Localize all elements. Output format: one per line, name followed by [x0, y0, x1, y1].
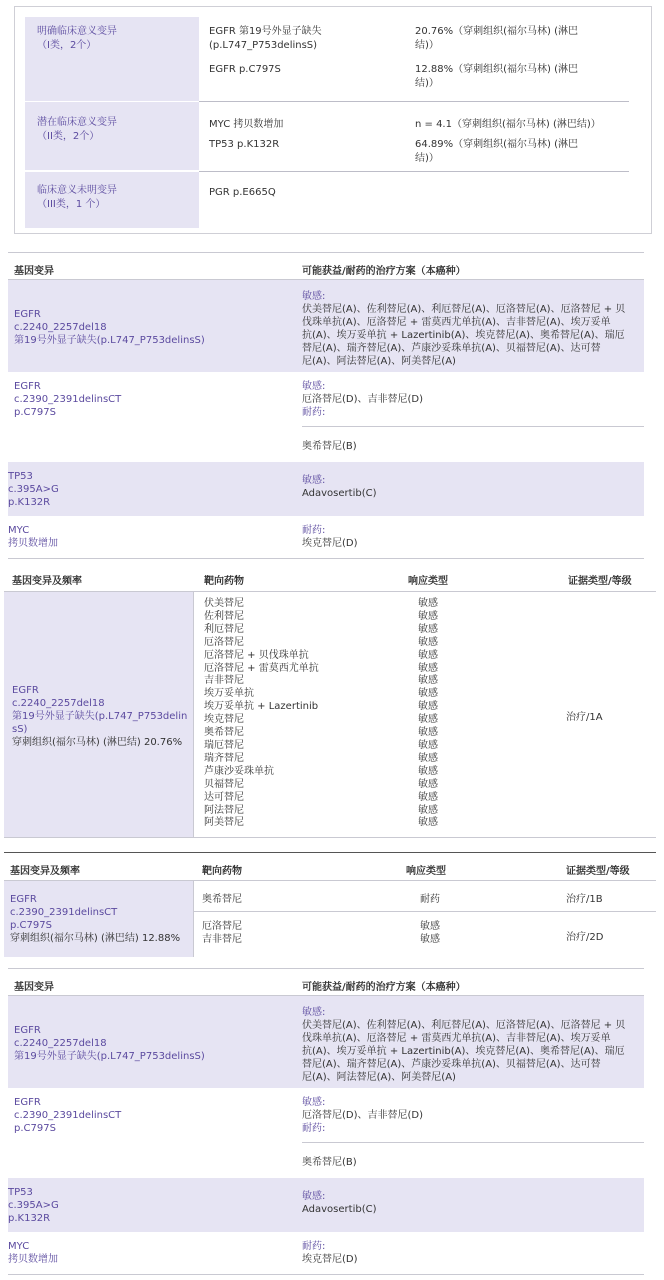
- header-gene: 基因变异: [14, 266, 54, 277]
- gene-protein: p.K132R: [8, 497, 51, 508]
- therapy-list: [302, 1096, 636, 1135]
- gene-protein: p.C797S: [10, 920, 52, 931]
- evidence-level: 治疗/1A: [566, 712, 603, 723]
- response-type: 敏感: [418, 610, 438, 622]
- response-label: 敏感:: [302, 1097, 326, 1108]
- gene-name: EGFR: [14, 381, 41, 392]
- summary-category-2: [25, 102, 645, 170]
- therapy-line: 尼(A)、阿法替尼(A)、阿美替尼(A): [302, 356, 456, 367]
- table-header: [8, 252, 644, 280]
- gene-cell: [4, 881, 194, 957]
- gene-name: EGFR: [14, 1097, 41, 1108]
- response-label: 敏感:: [302, 475, 326, 486]
- therapy-line: 厄洛替尼(D)、吉非替尼(D): [302, 394, 424, 405]
- drug-name: 贝福替尼: [204, 778, 244, 790]
- therapy-list: [302, 1006, 636, 1084]
- entry-gene: EGFR 第19号外显子缺失: [209, 26, 322, 37]
- therapy-line: 伐珠单抗(A)、厄洛替尼 + 雷莫西尤单抗(A)、吉非替尼(A)、埃万妥单: [302, 1033, 611, 1044]
- drug-name: 利厄替尼: [204, 623, 244, 635]
- gene-variant: [8, 524, 58, 550]
- response-type: 敏感: [418, 817, 438, 829]
- header-gene: 基因变异: [14, 982, 54, 993]
- table-header: [4, 562, 656, 592]
- entry-gene: EGFR p.C797S: [209, 64, 281, 75]
- drug-name: 佐利替尼: [204, 610, 244, 622]
- gene-cdna: c.2390_2391delinsCT: [10, 907, 118, 918]
- response-label: 耐药:: [302, 1241, 326, 1252]
- category-count: （III类，1 个）: [37, 199, 106, 210]
- drug-name: 厄洛替尼 + 雷莫西尤单抗: [204, 662, 319, 674]
- therapy-line: 替尼(A)、瑞齐替尼(A)、芦康沙妥珠单抗(A)、贝福替尼(A)、达可替: [302, 343, 601, 354]
- gene-name: EGFR: [14, 309, 41, 320]
- therapy-line: Adavosertib(C): [302, 488, 377, 499]
- response-type: 敏感: [420, 921, 440, 932]
- drug-name: 吉非替尼: [202, 933, 242, 945]
- gene-protein: 第19号外显子缺失(p.L747_P753delin: [12, 711, 188, 722]
- drug-name: 奥希替尼: [202, 894, 242, 905]
- divider: [4, 837, 656, 838]
- divider: [194, 911, 656, 912]
- header-gene-frequency: 基因变异及频率: [12, 576, 82, 587]
- drug-name: 厄洛替尼: [202, 921, 242, 932]
- gene-protein-cont: sS): [12, 724, 28, 735]
- response-type: 敏感: [418, 701, 438, 713]
- response-type: 敏感: [418, 649, 438, 661]
- response-label: 敏感:: [302, 381, 326, 392]
- response-label: 耐药:: [302, 525, 326, 536]
- gene-cdna: c.2240_2257del18: [12, 698, 105, 709]
- entry-frequency: 64.89%（穿刺组织(福尔马林) (淋巴: [415, 139, 579, 150]
- entry-gene-detail: (p.L747_P753delinsS): [209, 40, 318, 51]
- gene-variant: [14, 380, 121, 419]
- entry-frequency: 12.88%（穿刺组织(福尔马林) (淋巴: [415, 64, 579, 75]
- gene-variant: [8, 470, 59, 509]
- drug-name: 奥希替尼: [204, 727, 244, 739]
- table-header: [4, 853, 656, 881]
- entry-gene: PGR p.E665Q: [209, 187, 276, 198]
- drug-name: 芦康沙妥珠单抗: [204, 765, 274, 777]
- gene-cnv: 拷贝数增加: [8, 1254, 58, 1265]
- gene-name: EGFR: [10, 894, 37, 905]
- therapy-line: 抗(A)、埃万妥单抗 + Lazertinib(A)、埃克替尼(A)、奥希替尼(A)、瑞厄: [302, 1046, 625, 1057]
- header-therapy: 可能获益/耐药的治疗方案（: [302, 266, 426, 277]
- drug-name: 埃万妥单抗: [204, 688, 254, 700]
- drug-table-2: [4, 852, 656, 957]
- gene-name: EGFR: [12, 685, 39, 696]
- response-type: 敏感: [418, 598, 438, 609]
- sample-frequency: 穿刺组织(福尔马林) (淋巴结) 12.88%: [10, 933, 181, 944]
- gene-cdna: c.2240_2257del18: [14, 1038, 107, 1049]
- evidence-level: 治疗/1B: [566, 894, 603, 905]
- therapy-line: 替尼(A)、瑞齐替尼(A)、芦康沙妥珠单抗(A)、贝福替尼(A)、达可替: [302, 1059, 601, 1070]
- therapy-line: 奥希替尼(B): [302, 1157, 357, 1168]
- response-type: 敏感: [418, 752, 438, 764]
- therapy-line: Adavosertib(C): [302, 1204, 377, 1215]
- evidence-level: 治疗/2D: [566, 932, 604, 943]
- response-type: 耐药: [420, 894, 440, 905]
- entry-frequency: 20.76%（穿刺组织(福尔马林) (淋巴: [415, 26, 579, 37]
- drug-name: 阿法替尼: [204, 804, 244, 816]
- gene-cell: [4, 592, 194, 838]
- response-label: 敏感:: [302, 291, 326, 302]
- response-type: 敏感: [418, 727, 438, 739]
- response-type: 敏感: [418, 675, 438, 687]
- entry-frequency-cont: 结)）: [415, 78, 439, 89]
- drug-name: 伏美替尼: [204, 598, 244, 609]
- gene-name: MYC: [8, 1241, 30, 1252]
- header-drug: 靶向药物: [204, 576, 244, 587]
- therapy-line: 奥希替尼(B): [302, 441, 357, 452]
- category-count: （I类，2个）: [37, 40, 97, 51]
- response-type: 敏感: [418, 662, 438, 674]
- response-type: 敏感: [418, 804, 438, 816]
- therapy-table-repeat: [8, 968, 644, 1274]
- table-row: [8, 516, 644, 559]
- category-title: 明确临床意义变异: [37, 26, 117, 37]
- therapy-line: 伏美替尼(A)、佐利替尼(A)、利厄替尼(A)、厄洛替尼(A)、厄洛替尼 + 贝: [302, 1020, 626, 1031]
- response-label: 敏感:: [302, 1007, 326, 1018]
- gene-variant: [14, 308, 205, 347]
- table-row: [8, 462, 644, 516]
- header-drug: 靶向药物: [202, 866, 242, 877]
- table-row: [8, 280, 644, 372]
- drug-name: 瑞齐替尼: [204, 752, 244, 764]
- therapy-line: 抗(A)、埃万妥单抗 + Lazertinib(A)、埃克替尼(A)、奥希替尼(A)、瑞厄: [302, 330, 625, 341]
- category-label-cell: [25, 17, 199, 101]
- drug-list: [202, 921, 242, 946]
- gene-variant: [14, 1024, 205, 1063]
- table-row: [8, 1232, 644, 1275]
- divider: [302, 1142, 644, 1143]
- summary-category-3: [25, 172, 645, 228]
- category-title: 临床意义未明变异: [37, 185, 117, 196]
- entry-gene: TP53 p.K132R: [209, 139, 280, 150]
- gene-name: MYC: [8, 525, 30, 536]
- variant-summary-box: [14, 6, 652, 234]
- category-label-cell: [25, 102, 199, 170]
- gene-protein: p.K132R: [8, 1213, 51, 1224]
- therapy-list: [302, 1190, 636, 1216]
- table-row: [8, 1088, 644, 1178]
- category-label-cell: [25, 172, 199, 228]
- header-gene-frequency: 基因变异及频率: [10, 866, 80, 877]
- therapy-list: [302, 474, 636, 500]
- response-type: 敏感: [418, 714, 438, 726]
- category-title: 潜在临床意义变异: [37, 117, 117, 128]
- response-type: 敏感: [420, 933, 440, 945]
- drug-name: 吉非替尼: [204, 675, 244, 687]
- gene-variant: [14, 1096, 121, 1135]
- table-row: [8, 1178, 644, 1232]
- divider: [302, 426, 644, 427]
- therapy-list: [302, 380, 636, 419]
- gene-protein: 第19号外显子缺失(p.L747_P753delinsS): [14, 1051, 205, 1062]
- header-cancer-type: 本癌种: [425, 266, 456, 277]
- header-evidence: 证据类型/等级: [568, 576, 632, 587]
- therapy-line: 埃克替尼(D): [302, 1254, 358, 1265]
- drug-name: 瑞厄替尼: [204, 739, 244, 751]
- header-cancer-type: 本癌种: [425, 982, 456, 993]
- response-list: [418, 598, 438, 830]
- gene-variant: [8, 1240, 58, 1266]
- therapy-list: [302, 1240, 636, 1266]
- gene-protein: 第19号外显子缺失(p.L747_P753delinsS): [14, 335, 205, 346]
- therapy-list: [302, 524, 636, 550]
- gene-protein: p.C797S: [14, 1123, 56, 1134]
- header-evidence: 证据类型/等级: [566, 866, 630, 877]
- gene-cdna: c.395A>G: [8, 1200, 59, 1211]
- sample-frequency: 穿刺组织(福尔马林) (淋巴结) 20.76%: [12, 737, 183, 748]
- response-type: 敏感: [418, 765, 438, 777]
- therapy-line: 埃克替尼(D): [302, 538, 358, 549]
- gene-name: TP53: [8, 471, 33, 482]
- category-count: （II类，2个）: [37, 131, 100, 142]
- response-type: 敏感: [418, 636, 438, 648]
- entry-frequency-cont: 结)）: [415, 153, 439, 164]
- drug-name: 埃万妥单抗 + Lazertinib: [204, 701, 319, 713]
- drug-name: 达可替尼: [204, 791, 244, 803]
- drug-name: 阿美替尼: [204, 817, 244, 829]
- header-response: 响应类型: [408, 576, 448, 587]
- response-type: 敏感: [418, 778, 438, 790]
- response-type: 敏感: [418, 623, 438, 635]
- therapy-table: [8, 252, 644, 558]
- gene-name: EGFR: [14, 1025, 41, 1036]
- table-row: [8, 372, 644, 462]
- gene-name: TP53: [8, 1187, 33, 1198]
- gene-cdna: c.2390_2391delinsCT: [14, 394, 122, 405]
- response-label: 耐药:: [302, 1123, 326, 1134]
- therapy-line: 伐珠单抗(A)、厄洛替尼 + 雷莫西尤单抗(A)、吉非替尼(A)、埃万妥单: [302, 317, 611, 328]
- therapy-list: [302, 290, 636, 368]
- drug-list: [204, 598, 319, 830]
- entry-frequency-cont: 结)）: [415, 40, 439, 51]
- summary-category-1: [25, 17, 645, 101]
- response-list: [420, 921, 440, 946]
- drug-table-1: [4, 562, 656, 838]
- therapy-line: 厄洛替尼(D)、吉非替尼(D): [302, 1110, 424, 1121]
- header-close: ）: [455, 982, 466, 993]
- table-row: [8, 996, 644, 1088]
- therapy-line: 尼(A)、阿法替尼(A)、阿美替尼(A): [302, 1072, 456, 1083]
- entry-frequency: n = 4.1（穿刺组织(福尔马林) (淋巴结)）: [415, 119, 601, 130]
- response-type: 敏感: [418, 688, 438, 700]
- drug-name: 厄洛替尼: [204, 636, 244, 648]
- response-label: 敏感:: [302, 1191, 326, 1202]
- header-therapy: 可能获益/耐药的治疗方案（: [302, 982, 426, 993]
- entry-gene: MYC 拷贝数增加: [209, 119, 284, 130]
- table-header: [8, 968, 644, 996]
- gene-variant: [8, 1186, 59, 1225]
- gene-cdna: c.2390_2391delinsCT: [14, 1110, 122, 1121]
- gene-cdna: c.395A>G: [8, 484, 59, 495]
- gene-cdna: c.2240_2257del18: [14, 322, 107, 333]
- gene-protein: p.C797S: [14, 407, 56, 418]
- drug-name: 厄洛替尼 + 贝伐珠单抗: [204, 649, 309, 661]
- response-type: 敏感: [418, 791, 438, 803]
- drug-name: 埃克替尼: [204, 714, 244, 726]
- response-label: 耐药:: [302, 407, 326, 418]
- response-type: 敏感: [418, 739, 438, 751]
- header-response: 响应类型: [406, 866, 446, 877]
- gene-cnv: 拷贝数增加: [8, 538, 58, 549]
- therapy-line: 伏美替尼(A)、佐利替尼(A)、利厄替尼(A)、厄洛替尼(A)、厄洛替尼 + 贝: [302, 304, 626, 315]
- header-close: ）: [455, 266, 466, 277]
